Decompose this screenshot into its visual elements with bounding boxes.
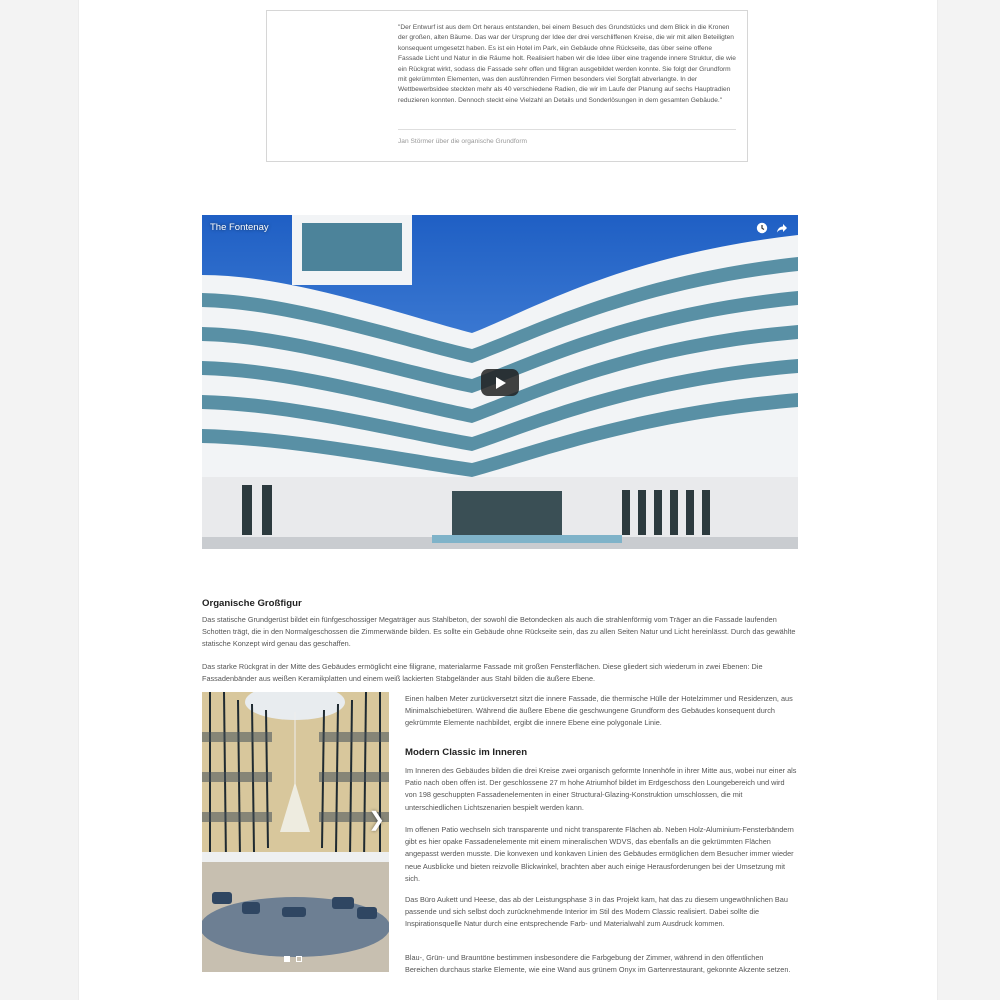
section-heading-modern-classic: Modern Classic im Inneren (405, 747, 528, 758)
section-heading-organische-grossfigur: Organische Großfigur (202, 598, 302, 609)
share-icon[interactable] (776, 222, 788, 234)
gallery-pagination (284, 956, 302, 962)
clock-icon[interactable] (756, 222, 768, 234)
gallery-dot-active[interactable] (284, 956, 290, 962)
quote-text: "Der Entwurf ist aus dem Ort heraus entstanden, bei einem Besuch des Grundstücks und dem Blick in die Kronen der großen, alten Bäume. Das war der Ursprung der Idee der drei verschliffenen Kreise, die wir mit allen Beteiligten konsequent umgesetzt haben. Es ist ein Hotel im Park, ein Gebäude ohne Rückseite, das über seine offene Fassade Licht und Natur in die Räume holt. Realisiert haben wir die Idee über eine tragende innere Struktur, die wie ein Rückgrat wirkt, sodass die Fassade sehr offen und filigran ausgebildet werden konnte. Sie folgt der Grundform mit gekrümmten Elementen, was den ausführenden Firmen besonders viel Sorgfalt abverlangte. In der Wettbewerbsidee steckten mehr als 40 verschiedene Radien, die wir im Laufe der Planung auf sechs Hauptradien reduzieren konnten. Dennoch steckt eine Vielzahl an Details und Sonderlösungen in dem gesamten Gebäude." (398, 24, 736, 104)
play-icon[interactable] (481, 369, 519, 396)
quote-author: Jan Störmer über die organische Grundform (398, 138, 528, 145)
quote-divider (398, 129, 736, 130)
paragraph: Das starke Rückgrat in der Mitte des Gebäudes ermöglicht eine filigrane, materialarme Fassade mit großen Fensterflächen. Diese gliedert sich wiederum in zwei Ebenen: Die Fassadenbänder aus weißen Keramikplatten und einem weiß lackierten Stabgeländer aus Stahl bilden die äußere Ebene. (202, 662, 763, 684)
paragraph: Einen halben Meter zurückversetzt sitzt die innere Fassade, die thermische Hülle der Hotelzimmer und Residenzen, aus Minimalschiebetüren. Während die äußere Ebene die geschwungene Grundform des Gebäudes konsequent durch gekrümmte Elemente nachbildet, ergibt die innere Ebene eine polygonale Linie. (405, 694, 793, 728)
image-gallery[interactable] (202, 692, 389, 972)
chevron-right-icon[interactable]: ❯ (368, 809, 385, 831)
paragraph: Das statische Grundgerüst bildet ein fünfgeschossiger Megaträger aus Stahlbeton, der sowohl die Betondecken als auch die strahlenförmig vom Träger an die Fassade laufenden Schotten trägt, die in den Normalgeschossen die Zimmerwände bilden. Es sollte ein Gebäude ohne Rückseite sein, das zu allen Seiten Natur und Licht hereinlässt. Durch das gewählte statische Konzept wird genau das geschaffen. (202, 615, 796, 649)
paragraph: Das Büro Aukett und Heese, das ab der Leistungsphase 3 in das Projekt kam, hat das zu diesem ungewöhnlichen Bau passende und sich selbst doch zurücknehmende Interior im Stil des Modern Classic realisiert. Dabei sollte die Inspirationsquelle Natur durch eine entsprechende Farb- und Materialwahl zum Ausdruck kommen. (405, 895, 788, 929)
gallery-image (202, 692, 389, 972)
paragraph: Im offenen Patio wechseln sich transparente und nicht transparente Flächen ab. Neben Holz-Aluminium-Fensterbändern gibt es hier opake Fassadenelemente mit einem mineralischen WDVS, das ebenfalls an die gekrümmten Flächen angepasst werden musste. Die konvexen und konkaven Linien des Gebäudes ermöglichen dem Besucher immer wieder neue Ausblicke und bieten reizvolle Blickwinkel, brachten aber auch einige Herausforderungen bei der Umsetzung mit sich. (405, 825, 794, 883)
video-actions (756, 222, 788, 234)
gallery-dot[interactable] (296, 956, 302, 962)
video-title[interactable]: The Fontenay (210, 222, 269, 233)
quote-box (266, 10, 748, 162)
video-player[interactable] (202, 215, 798, 549)
paragraph: Blau-, Grün- und Brauntöne bestimmen insbesondere die Farbgebung der Zimmer, während in den öffentlichen Bereichen durchaus starke Elemente, wie eine Wand aus grünem Onyx im Gartenrestaurant, gekonnte Akzente setzen. (405, 953, 791, 975)
paragraph: Im Inneren des Gebäudes bilden die drei Kreise zwei organisch geformte Innenhöfe in ihrer Mitte aus, wobei nur einer als Patio nach oben offen ist. Der geschlossene 27 m hohe Atriumhof bildet im Erdgeschoss den Loungebereich und wird von 198 geschuppten Fassadenelementen in einer Structural-Glazing-Konstruktion umschlossen, die mit unterschiedlichen Lichtszenarien bespielt werden kann. (405, 766, 797, 812)
